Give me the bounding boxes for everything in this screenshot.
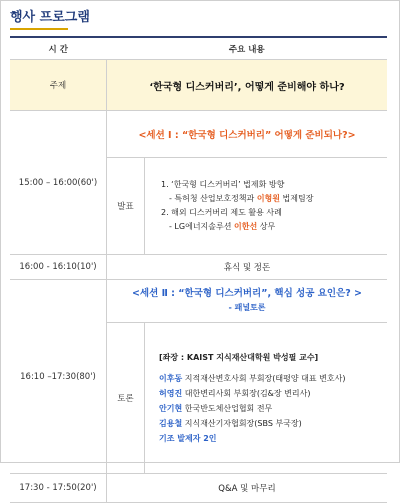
speaker-name: 이한선 — [234, 222, 258, 231]
panelist — [159, 386, 381, 401]
panelist-desc: 지식재산기자협회장(SBS 부국장) — [184, 419, 302, 428]
speaker-affiliation: - LG에너지솔루션 — [169, 222, 232, 231]
qa-row — [10, 474, 387, 503]
theme-label: 주제 — [10, 60, 107, 111]
panelist-name: 김용철 — [159, 419, 183, 428]
session2-title-row — [10, 280, 387, 323]
header-row — [10, 38, 387, 60]
header-content: 주요 내용 — [107, 38, 388, 60]
panelist-name: 안기현 — [159, 404, 183, 413]
session2-type: 토론 — [107, 323, 145, 474]
theme-text: ‘한국형 디스커버리’, 어떻게 준비해야 하나? — [107, 60, 388, 111]
break-row — [10, 255, 387, 280]
panelist-name: 기조 발제자 2인 — [159, 434, 217, 443]
panelist-desc: 한국반도체산업협회 전무 — [184, 404, 273, 413]
break-text: 휴식 및 정돈 — [107, 255, 388, 280]
panelist — [159, 416, 381, 431]
header-time: 시 간 — [10, 38, 107, 60]
presentation-1-title: 1. ‘한국형 디스커버리’ 법제화 방향 — [161, 180, 285, 189]
session2-time: 16:10 –17:30(80') — [10, 280, 107, 474]
panelist — [159, 431, 381, 446]
panel-chair: [좌장 : KAIST 지식재산대학원 박성필 교수] — [159, 353, 319, 362]
speaker-name: 이형원 — [256, 194, 280, 203]
speaker-affiliation: - 특허청 산업보호정책과 — [169, 194, 255, 203]
panel-list — [145, 323, 388, 474]
session1-time: 15:00 – 16:00(60') — [10, 111, 107, 255]
panelist-desc: 대한변리사회 부회장(김&장 변리사) — [184, 389, 311, 398]
panelist-name: 허영진 — [159, 389, 183, 398]
qa-time: 17:30 - 17:50(20') — [10, 474, 107, 503]
panelist-desc: 지적재산변호사회 부회장(태평양 대표 변호사) — [184, 374, 346, 383]
session2-subtitle: - 패널토론 — [228, 303, 266, 312]
qa-text: Q&A 및 마무리 — [107, 474, 388, 503]
presentation-1-speaker — [161, 192, 381, 206]
session2-heading — [107, 280, 388, 323]
presentation-2-title: 2. 해외 디스커버리 제도 활용 사례 — [161, 208, 282, 217]
panelist — [159, 401, 381, 416]
presentation-2-speaker — [161, 220, 381, 234]
program-table — [10, 38, 387, 503]
session1-title-row — [10, 111, 387, 158]
speaker-role: 법제팀장 — [282, 194, 314, 203]
theme-row — [10, 60, 387, 111]
session1-type: 발표 — [107, 158, 145, 255]
panelist-name: 이후동 — [159, 374, 183, 383]
session1-title: <세션 Ⅰ : “한국형 디스커버리” 어떻게 준비되나?> — [107, 111, 388, 158]
page-title: 행사 프로그램 — [10, 10, 90, 25]
speaker-role: 상무 — [259, 222, 276, 231]
session2-title: <세션 Ⅱ : “한국형 디스커버리”, 핵심 성공 요인은? > — [131, 288, 363, 299]
session1-presentations — [145, 158, 388, 255]
break-time: 16:00 - 16:10(10') — [10, 255, 107, 280]
panelist — [159, 371, 381, 386]
title-underline — [10, 28, 68, 30]
